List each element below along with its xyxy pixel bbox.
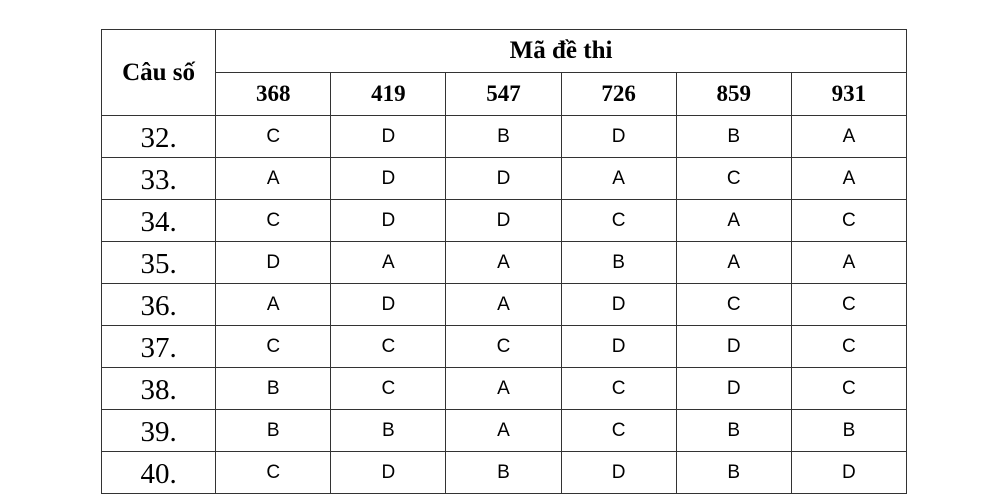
answer-cell: D (331, 116, 446, 158)
answer-cell: C (216, 116, 331, 158)
exam-code: 419 (331, 73, 446, 116)
answer-cell: C (676, 284, 791, 326)
table-row (102, 158, 907, 200)
question-number-cell: 37. (102, 326, 216, 368)
answer-cell: A (446, 368, 561, 410)
answer-cell: D (561, 326, 676, 368)
answer-cell: B (446, 116, 561, 158)
answer-cell: D (331, 284, 446, 326)
answer-cell: D (216, 242, 331, 284)
answer-cell: B (676, 116, 791, 158)
table-body (102, 116, 907, 494)
question-number-cell: 32. (102, 116, 216, 158)
question-number-cell: 39. (102, 410, 216, 452)
question-number-cell: 33. (102, 158, 216, 200)
answer-cell: A (676, 200, 791, 242)
answer-cell: B (216, 410, 331, 452)
answer-cell: B (676, 410, 791, 452)
exam-code: 931 (791, 73, 906, 116)
answer-cell: C (791, 284, 906, 326)
answer-cell: C (561, 410, 676, 452)
question-number-cell: 38. (102, 368, 216, 410)
answer-cell: A (216, 158, 331, 200)
answer-cell: D (561, 116, 676, 158)
answer-cell: C (331, 326, 446, 368)
answer-cell: A (791, 116, 906, 158)
answer-cell: D (676, 368, 791, 410)
answer-cell: C (561, 368, 676, 410)
question-number-cell: 40. (102, 452, 216, 494)
table-row (102, 242, 907, 284)
table-row (102, 326, 907, 368)
answer-cell: C (446, 326, 561, 368)
question-number-cell: 34. (102, 200, 216, 242)
exam-code: 368 (216, 73, 331, 116)
table-row (102, 410, 907, 452)
answer-cell: D (791, 452, 906, 494)
answer-cell: A (676, 242, 791, 284)
answer-cell: A (446, 284, 561, 326)
answer-cell: C (791, 326, 906, 368)
answer-cell: D (331, 200, 446, 242)
answer-key-table (101, 29, 907, 494)
answer-cell: A (216, 284, 331, 326)
answer-cell: A (331, 242, 446, 284)
table-row (102, 200, 907, 242)
answer-cell: D (561, 284, 676, 326)
answer-cell: B (446, 452, 561, 494)
table-row (102, 368, 907, 410)
answer-cell: D (676, 326, 791, 368)
answer-cell: D (561, 452, 676, 494)
answer-cell: C (791, 200, 906, 242)
answer-cell: B (561, 242, 676, 284)
question-number-header: Câu số (102, 30, 216, 116)
answer-cell: C (561, 200, 676, 242)
answer-cell: B (216, 368, 331, 410)
exam-code: 859 (676, 73, 791, 116)
answer-cell: D (446, 200, 561, 242)
answer-cell: D (331, 158, 446, 200)
answer-cell: C (216, 200, 331, 242)
answer-cell: C (791, 368, 906, 410)
answer-cell: B (331, 410, 446, 452)
table-row (102, 284, 907, 326)
answer-cell: A (561, 158, 676, 200)
answer-cell: C (331, 368, 446, 410)
answer-cell: A (446, 410, 561, 452)
answer-cell: A (791, 242, 906, 284)
table-row (102, 116, 907, 158)
exam-code: 726 (561, 73, 676, 116)
answer-cell: B (676, 452, 791, 494)
answer-cell: C (216, 452, 331, 494)
table-row (102, 452, 907, 494)
answer-cell: A (791, 158, 906, 200)
exam-codes-row (102, 73, 907, 116)
table-header (102, 30, 907, 116)
question-number-cell: 35. (102, 242, 216, 284)
answer-cell: A (446, 242, 561, 284)
exam-code-header: Mã đề thi (216, 30, 907, 73)
answer-cell: D (446, 158, 561, 200)
question-number-cell: 36. (102, 284, 216, 326)
answer-cell: D (331, 452, 446, 494)
answer-cell: C (676, 158, 791, 200)
exam-code: 547 (446, 73, 561, 116)
answer-cell: C (216, 326, 331, 368)
answer-cell: B (791, 410, 906, 452)
